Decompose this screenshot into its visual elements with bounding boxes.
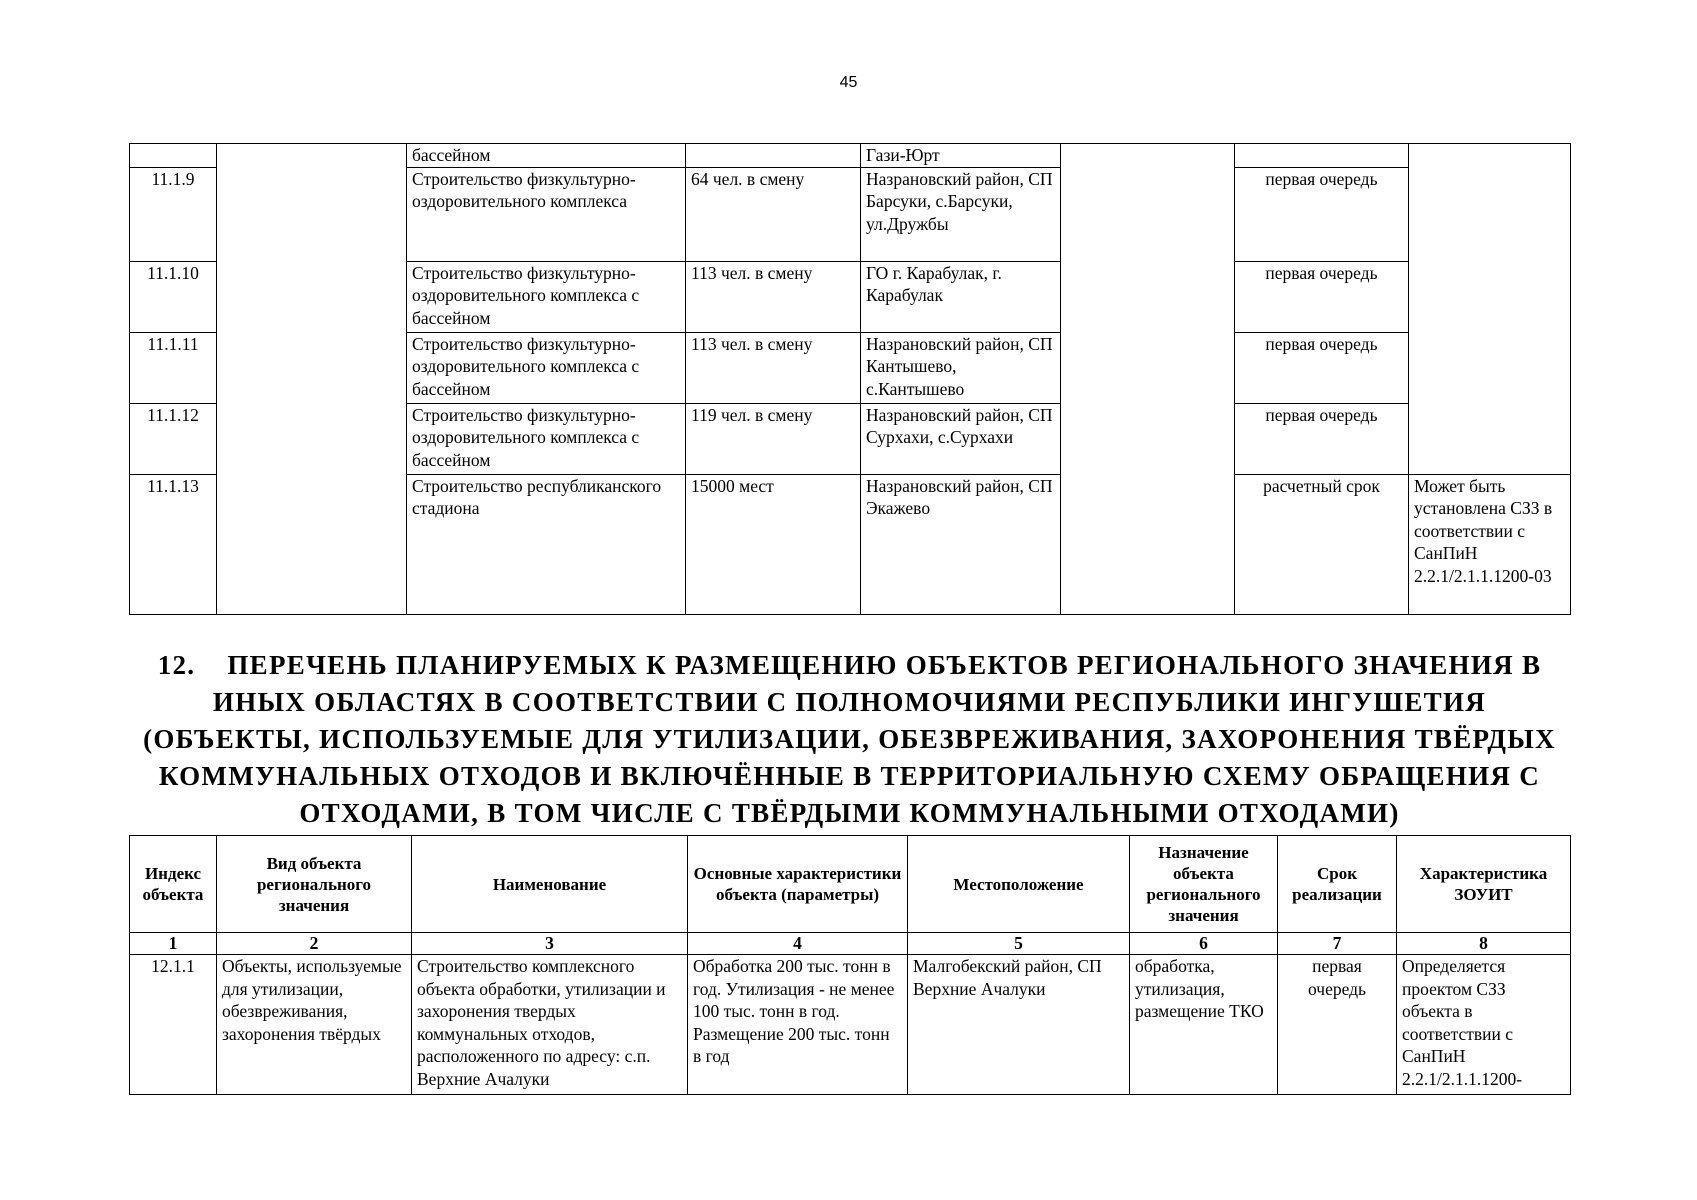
- column-number: 4: [688, 933, 908, 955]
- table-cell-term: расчетный срок: [1235, 474, 1409, 614]
- column-number: 7: [1278, 933, 1397, 955]
- table-cell-name: Строительство республиканского стадиона: [407, 474, 686, 614]
- section-number: 12.: [157, 650, 196, 680]
- table-cell-location: Малгобекский район, СП Верхние Ачалуки: [908, 955, 1130, 1095]
- header-type: Вид объекта регионального значения: [217, 836, 412, 933]
- table-cell-index: 11.1.13: [130, 474, 217, 614]
- table-cell-term: [1235, 144, 1409, 168]
- table-header-row: [130, 836, 1571, 933]
- column-number-row: [130, 933, 1571, 955]
- table-cell-zouit: Определяется проектом СЗЗ объекта в соответствии с СанПиН 2.2.1/2.1.1.1200-: [1397, 955, 1571, 1095]
- table-cell-name: Строительство физкультурно-оздоровительного комплекса с бассейном: [407, 403, 686, 474]
- table-cell-term: первая очередь: [1235, 167, 1409, 261]
- column-number: 3: [412, 933, 688, 955]
- section-heading: [129, 647, 1570, 832]
- column-number: 6: [1130, 933, 1278, 955]
- table-cell-name: Строительство физкультурно-оздоровительного комплекса с бассейном: [407, 261, 686, 332]
- table-cell-term: первая очередь: [1235, 332, 1409, 403]
- header-name: Наименование: [412, 836, 688, 933]
- section-title: ПЕРЕЧЕНЬ ПЛАНИРУЕМЫХ К РАЗМЕЩЕНИЮ ОБЪЕКТОВ РЕГИОНАЛЬНОГО ЗНАЧЕНИЯ В ИНЫХ ОБЛАСТЯХ В СООТВЕТСТВИИ С ПОЛНОМОЧИЯМИ РЕСПУБЛИКИ ИНГУШЕТИЯ (ОБЪЕКТЫ, ИСПОЛЬЗУЕМЫЕ ДЛЯ УТИЛИЗАЦИИ, ОБЕЗВРЕЖИВАНИЯ, ЗАХОРОНЕНИЯ ТВЁРДЫХ КОММУНАЛЬНЫХ ОТХОДОВ И ВКЛЮЧЁННЫЕ В ТЕРРИТОРИАЛЬНУЮ СХЕМУ ОБРАЩЕНИЯ С ОТХОДАМИ, В ТОМ ЧИСЛЕ С ТВЁРДЫМИ КОММУНАЛЬНЫМИ ОТХОДАМИ): [143, 650, 1556, 828]
- table-cell-location: ГО г. Карабулак, г. Карабулак: [861, 261, 1061, 332]
- table-cell-location: Назрановский район, СП Барсуки, с.Барсуки, ул.Дружбы: [861, 167, 1061, 261]
- table-cell-term: первая очередь: [1278, 955, 1397, 1095]
- table-cell-term: первая очередь: [1235, 261, 1409, 332]
- table-cell-index: 11.1.12: [130, 403, 217, 474]
- table-cell-type: [217, 144, 407, 615]
- table-cell-location: Назрановский район, СП Кантышево, с.Кантышево: [861, 332, 1061, 403]
- table-cell-type: Объекты, используемые для утилизации, обезвреживания, захоронения твёрдых: [217, 955, 412, 1095]
- table-cell-capacity: 15000 мест: [686, 474, 861, 614]
- table-cell-location: Гази-Юрт: [861, 144, 1061, 168]
- table-cell-name: Строительство физкультурно-оздоровительного комплекса с бассейном: [407, 332, 686, 403]
- table-row: [130, 955, 1571, 1095]
- header-params: Основные характеристики объекта (параметры): [688, 836, 908, 933]
- waste-facilities-table: [129, 835, 1571, 1095]
- table-cell-note: [1409, 144, 1571, 475]
- header-location: Местоположение: [908, 836, 1130, 933]
- header-index: Индекс объекта: [130, 836, 217, 933]
- table-cell-index: 11.1.10: [130, 261, 217, 332]
- table-cell-purpose: [1061, 144, 1235, 615]
- table-cell-location: Назрановский район, СП Экажево: [861, 474, 1061, 614]
- header-term: Срок реализации: [1278, 836, 1397, 933]
- column-number: 2: [217, 933, 412, 955]
- table-cell-capacity: 113 чел. в смену: [686, 332, 861, 403]
- table-cell-capacity: 119 чел. в смену: [686, 403, 861, 474]
- header-zouit: Характеристика ЗОУИТ: [1397, 836, 1571, 933]
- table-cell-name: Строительство комплексного объекта обработки, утилизации и захоронения твердых коммунальных отходов, расположенного по адресу: с.п. Верхние Ачалуки: [412, 955, 688, 1095]
- table-cell-note: Может быть установлена СЗЗ в соответствии с СанПиН 2.2.1/2.1.1.1200-03: [1409, 474, 1571, 614]
- header-purpose: Назначение объекта регионального значения: [1130, 836, 1278, 933]
- table-cell-params: Обработка 200 тыс. тонн в год. Утилизация - не менее 100 тыс. тонн в год. Размещение 200 тыс. тонн в год: [688, 955, 908, 1095]
- column-number: 8: [1397, 933, 1571, 955]
- table-row: [130, 144, 1571, 168]
- page-number: 45: [839, 74, 858, 91]
- table-cell-name: Строительство физкультурно-оздоровительного комплекса: [407, 167, 686, 261]
- table-cell-purpose: обработка, утилизация, размещение ТКО: [1130, 955, 1278, 1095]
- table-cell-location: Назрановский район, СП Сурхахи, с.Сурхахи: [861, 403, 1061, 474]
- column-number: 1: [130, 933, 217, 955]
- table-cell-name: бассейном: [407, 144, 686, 168]
- facilities-table-continued: [129, 143, 1571, 615]
- table-cell-index: [130, 144, 217, 168]
- table-cell-capacity: 113 чел. в смену: [686, 261, 861, 332]
- table-cell-index: 11.1.9: [130, 167, 217, 261]
- table-cell-term: первая очередь: [1235, 403, 1409, 474]
- column-number: 5: [908, 933, 1130, 955]
- table-cell-capacity: 64 чел. в смену: [686, 167, 861, 261]
- table-cell-index: 12.1.1: [130, 955, 217, 1095]
- table-cell-capacity: [686, 144, 861, 168]
- table-cell-index: 11.1.11: [130, 332, 217, 403]
